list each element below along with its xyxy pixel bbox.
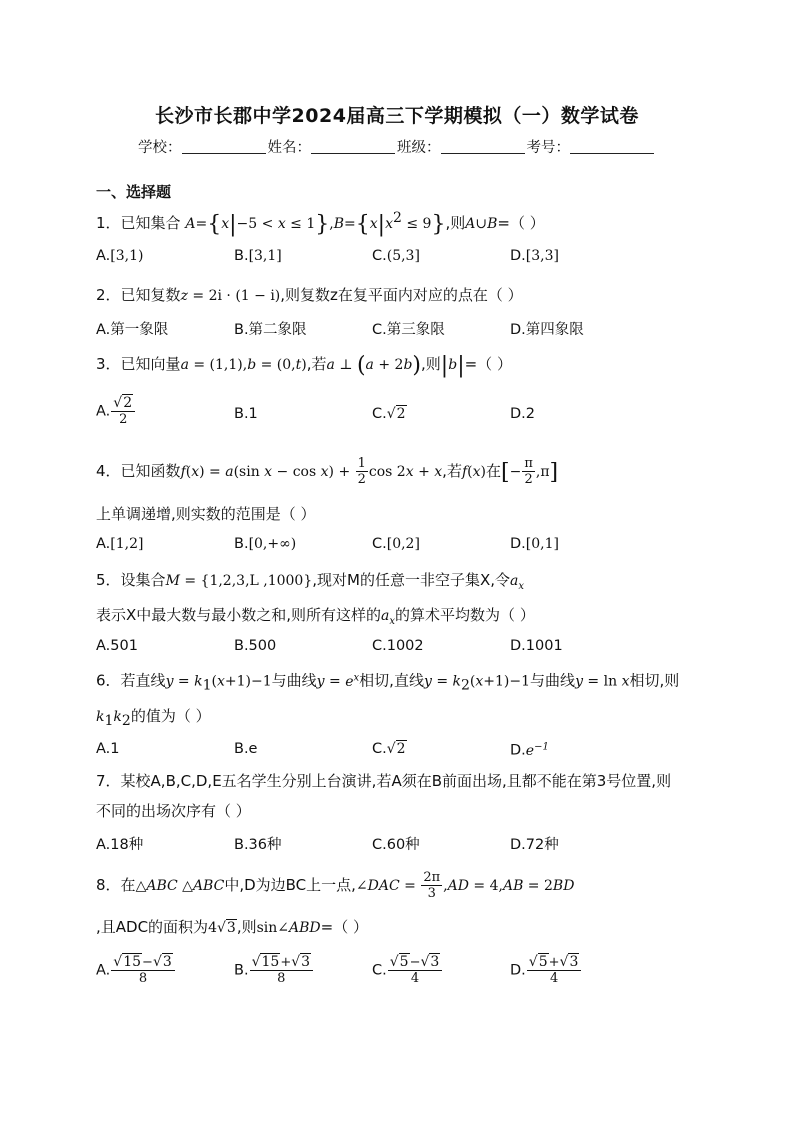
question-text: 已知集合 <box>120 214 181 232</box>
option-a[interactable]: A.18种 <box>96 837 144 853</box>
option-b[interactable]: B.36种 <box>234 837 282 853</box>
question-4: 4．已知函数f(x) = a(sin x − cos x) + $\frac{1}{2}$ cos 2x + x,若f(x)在[− $\frac{\pi}{2}$ ,π] <box>96 456 559 487</box>
option-d[interactable]: D.1001 <box>510 638 563 654</box>
exam-title: 长沙市长郡中学2024届高三下学期模拟（一）数学试卷 <box>155 105 639 127</box>
question-6: 6．若直线$y = k_1(x+1)-1$与曲线$y = e^x$相切,直线$y = k_2(x+1)-1$与曲线y = ln x相切,则 <box>96 671 680 694</box>
question-8-line-2: ,且ADC的面积为4√3,则sin∠ABD=（ ） <box>96 918 368 936</box>
option-b[interactable]: B.1 <box>234 406 258 422</box>
option-a[interactable]: A. $\frac{√15-√3}{8}$ <box>96 955 176 986</box>
question-text: =（ ） <box>497 214 545 232</box>
question-text: 中,D为边BC上一点, <box>224 876 356 894</box>
option-c[interactable]: C.60种 <box>372 837 420 853</box>
question-number: 8． <box>96 876 121 894</box>
option-c[interactable]: C.(5,3] <box>372 248 420 264</box>
question-text: ,现对M的任意一非空子集X,令 <box>312 571 511 589</box>
option-d[interactable]: D.[3,3] <box>510 248 559 264</box>
option-c[interactable]: C.1002 <box>372 638 424 654</box>
section-heading: 一、选择题 <box>96 183 172 201</box>
option-c[interactable]: C.[0,2] <box>372 536 420 552</box>
question-text: ,则复数z在复平面内对应的点在（ ） <box>280 286 523 304</box>
option-a[interactable]: A. $\frac{√2}{2}$ <box>96 396 136 427</box>
option-c[interactable]: C. $\frac{√5-√3}{4}$ <box>372 955 443 986</box>
question-number: 4． <box>96 462 121 480</box>
question-number: 5． <box>96 571 121 589</box>
option-d[interactable]: D.第四象限 <box>510 322 584 338</box>
question-text: 在 <box>485 462 501 480</box>
question-number: 2． <box>96 286 121 304</box>
question-text: 设集合 <box>120 571 166 589</box>
question-text: 已知向量 <box>120 355 181 373</box>
question-text: 某校A,B,C,D,E五名学生分别上台演讲,若A须在B前面出场,且都不能在第3号位置,则 <box>120 772 672 790</box>
option-a[interactable]: A.[1,2] <box>96 536 144 552</box>
student-info-line <box>0 136 794 157</box>
question-4-line-2: 上单调递增,则实数的范围是（ ） <box>96 505 316 523</box>
option-d[interactable]: $D.e^{-1}$ <box>510 741 549 759</box>
question-text: ,则 <box>445 214 466 232</box>
exam-number-blank[interactable] <box>570 139 654 154</box>
option-c[interactable]: C.√2 <box>372 741 406 757</box>
question-3: 3．已知向量a = (1,1),b = (0,t),若a ⊥ (a + 2b),则|b|=（ ） <box>96 353 512 378</box>
option-d[interactable]: D.[0,1] <box>510 536 559 552</box>
school-blank[interactable] <box>182 139 266 154</box>
option-a[interactable]: A.第一象限 <box>96 322 169 338</box>
option-b[interactable]: B.第二象限 <box>234 322 307 338</box>
option-a[interactable]: A.501 <box>96 638 138 654</box>
class-blank[interactable] <box>441 139 525 154</box>
question-7-line-2: 不同的出场次序有（ ） <box>96 802 251 820</box>
option-b[interactable]: B.[0,+∞) <box>234 536 297 552</box>
formula: A <box>185 216 196 232</box>
question-6-line-2: $k_1k_2$的值为（ ） <box>96 707 211 729</box>
question-text: 已知函数 <box>120 462 181 480</box>
option-c[interactable]: C.√2 <box>372 406 406 422</box>
question-text: ,则 <box>421 355 441 373</box>
school-label: 学校： <box>138 140 182 156</box>
question-text: 若直线 <box>120 671 166 690</box>
option-b[interactable]: B.[3,1] <box>234 248 282 264</box>
question-2: 2．已知复数z = 2i · (1 − i),则复数z在复平面内对应的点在（ ） <box>96 286 523 304</box>
question-text: 在 <box>120 876 136 894</box>
question-5: 5．设集合M = {1,2,3,L ,1000},现对M的任意一非空子集X,令$a_x$ <box>96 571 525 592</box>
question-8: 8．在△ABC △ABC中,D为边BC上一点,∠DAC = $\frac{2\pi}{3}$ ,AD = 4,AB = 2BD <box>96 870 575 901</box>
option-c[interactable]: C.第三象限 <box>372 322 445 338</box>
question-7 <box>96 770 671 792</box>
question-text: ,若 <box>306 355 327 373</box>
question-number: 3． <box>96 355 121 373</box>
name-blank[interactable] <box>311 139 395 154</box>
option-d[interactable]: D.2 <box>510 406 535 422</box>
option-a[interactable]: A.1 <box>96 741 120 757</box>
question-text: ,若 <box>442 462 462 480</box>
question-number: 6． <box>96 671 121 690</box>
question-1: 1．已知集合 $A=\{x|-5 < x \le 1\},B=\{x|x^2 \le 9\}$,则A∪B=（ ） <box>96 210 545 237</box>
option-b[interactable]: B.500 <box>234 638 277 654</box>
question-number: 7． <box>96 772 121 790</box>
question-5-line-2: 表示X中最大数与最小数之和,则所有这样的$a_x$的算术平均数为（ ） <box>96 606 535 627</box>
question-text: =（ ） <box>464 355 512 373</box>
class-label: 班级： <box>397 140 441 156</box>
option-d[interactable]: D. $\frac{√5+√3}{4}$ <box>510 955 582 986</box>
option-b[interactable]: B. $\frac{√15+√3}{8}$ <box>234 955 314 986</box>
name-label: 姓名： <box>267 140 311 156</box>
exam-number-label: 考号： <box>526 140 570 156</box>
question-text: 已知复数 <box>120 286 181 304</box>
option-a[interactable]: A.[3,1) <box>96 248 144 264</box>
question-number: 1． <box>96 214 121 232</box>
option-b[interactable]: B.e <box>234 741 258 757</box>
option-d[interactable]: D.72种 <box>510 837 559 853</box>
